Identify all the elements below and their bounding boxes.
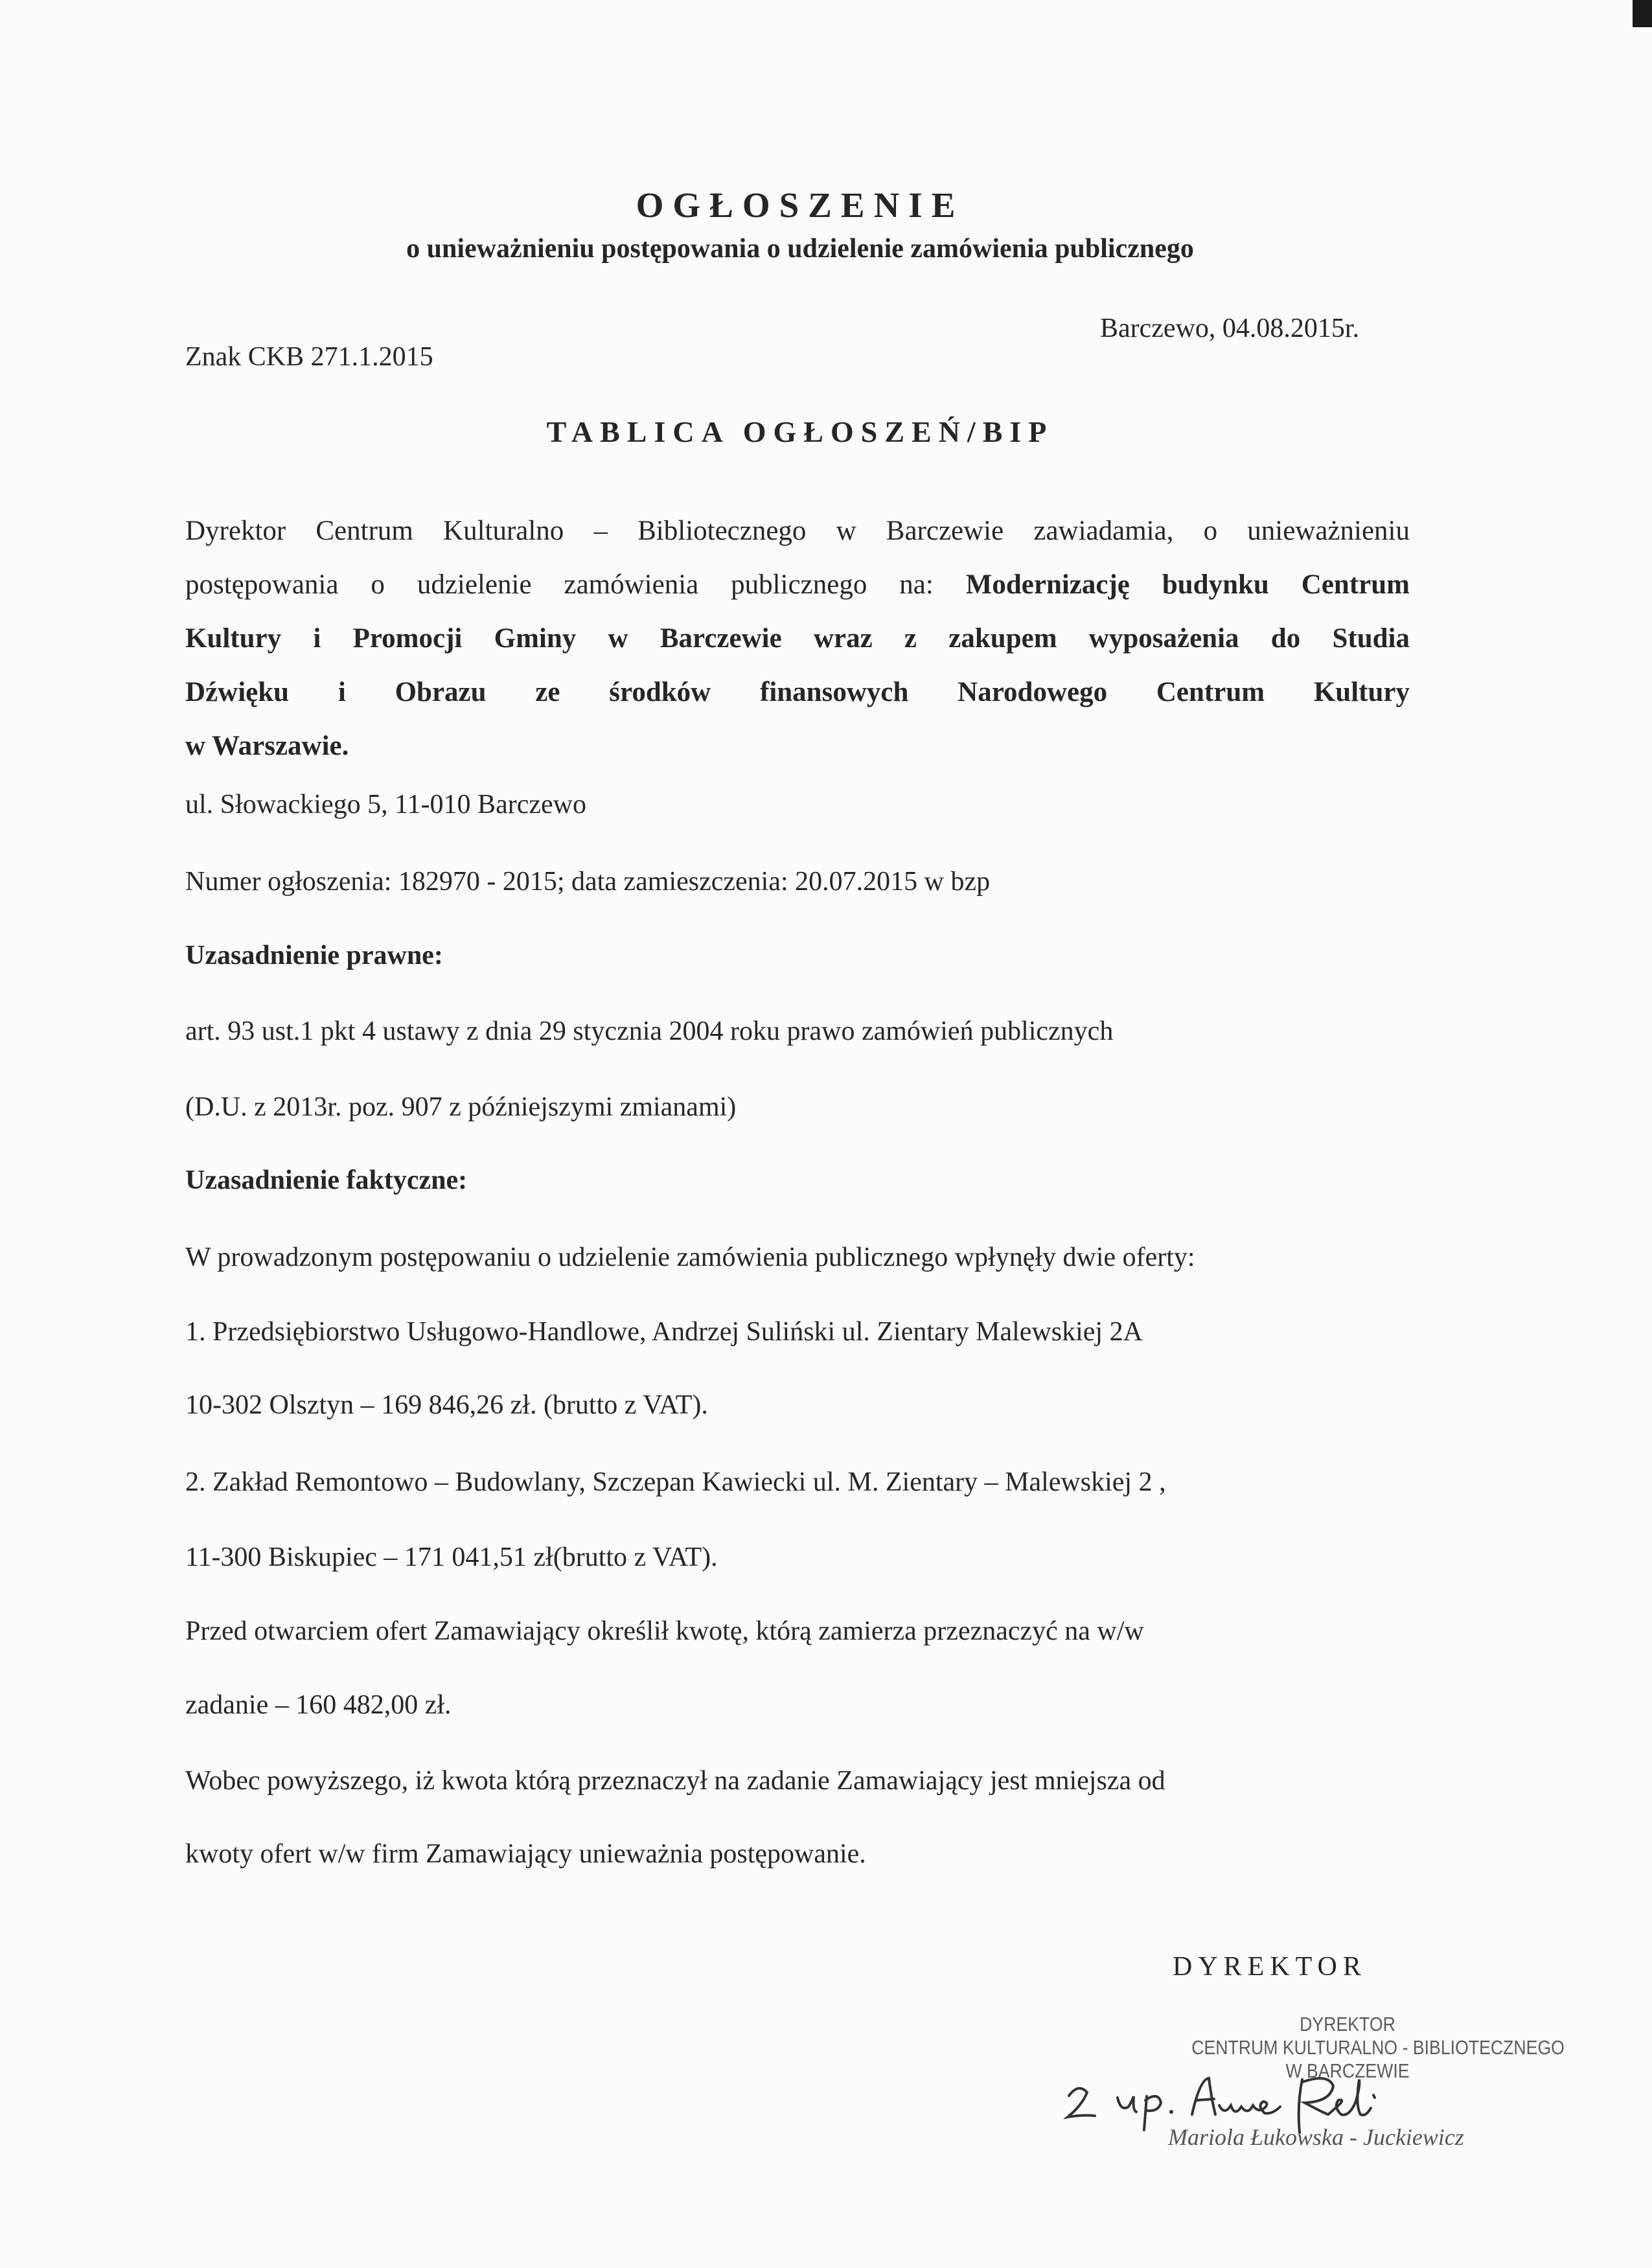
offer-1-line-2: 10-302 Olsztyn – 169 846,26 zł. (brutto z VAT). <box>185 1390 708 1420</box>
stamp-line-3: W BARCZEWIE <box>1285 2059 1410 2082</box>
document-title: OGŁOSZENIE <box>636 185 965 225</box>
place-and-date: Barczewo, 04.08.2015r. <box>1100 314 1360 343</box>
intro-line-2-plain: postępowania o udzielenie zamówienia publicznego na: <box>185 569 966 600</box>
offer-2-line-1: 2. Zakład Remontowo – Budowlany, Szczepan Kawiecki ul. M. Zientary – Malewskiej 2 , <box>185 1467 1166 1497</box>
factual-intro-line: W prowadzonym postępowaniu o udzielenie zamówienia publicznego wpłynęły dwie oferty: <box>185 1243 1195 1272</box>
offer-1-line-1: 1. Przedsiębiorstwo Usługowo-Handlowe, Andrzej Suliński ul. Zientary Malewskiej 2A <box>185 1317 1143 1347</box>
stamp-signatory-name: Mariola Łukowska - Juckiewicz <box>1168 2124 1464 2150</box>
stamp-line-2: CENTRUM KULTURALNO - BIBLIOTECZNEGO <box>1191 2036 1565 2059</box>
intro-line-1: Dyrektor Centrum Kulturalno – Bibliotecznego w Barczewie zawiadamia, o unieważnieniu <box>185 516 1410 546</box>
conclusion-line-1: Wobec powyższego, iż kwota którą przeznaczył na zadanie Zamawiający jest mniejsza od <box>185 1766 1165 1796</box>
notice-board-label: TABLICA OGŁOSZEŃ/BIP <box>546 415 1054 448</box>
address-line: ul. Słowackiego 5, 11-010 Barczewo <box>185 790 586 819</box>
intro-line-4: Dźwięku i Obrazu ze środków finansowych Narodowego Centrum Kultury <box>185 677 1410 707</box>
offer-2-line-2: 11-300 Biskupiec – 171 041,51 zł(brutto z VAT). <box>185 1542 718 1572</box>
scan-corner-mark <box>1633 0 1652 27</box>
factual-basis-heading: Uzasadnienie faktyczne: <box>185 1165 468 1195</box>
document-subtitle: o unieważnieniu postępowania o udzielenie zamówienia publicznego <box>406 234 1194 264</box>
intro-line-2 <box>185 569 1410 601</box>
signatory-title: DYREKTOR <box>1173 1952 1367 1982</box>
reference-number: Znak CKB 271.1.2015 <box>185 342 433 372</box>
legal-basis-line-1: art. 93 ust.1 pkt 4 ustawy z dnia 29 stycznia 2004 roku prawo zamówień publicznych <box>185 1016 1114 1046</box>
budget-line-1: Przed otwarciem ofert Zamawiający określił kwotę, którą zamierza przeznaczyć na w/w <box>185 1616 1144 1646</box>
budget-line-2: zadanie – 160 482,00 zł. <box>185 1690 452 1720</box>
legal-basis-heading: Uzasadnienie prawne: <box>185 941 443 970</box>
notice-number-line: Numer ogłoszenia: 182970 - 2015; data zamieszczenia: 20.07.2015 w bzp <box>185 867 991 897</box>
legal-basis-line-2: (D.U. z 2013r. poz. 907 z późniejszymi zmianami) <box>185 1092 737 1122</box>
conclusion-line-2: kwoty ofert w/w firm Zamawiający unieważnia postępowanie. <box>185 1839 866 1869</box>
intro-line-2-bold: Modernizację budynku Centrum <box>965 569 1410 600</box>
intro-line-5: w Warszawie. <box>185 731 349 761</box>
intro-line-3: Kultury i Promocji Gminy w Barczewie wraz z zakupem wyposażenia do Studia <box>185 623 1410 654</box>
stamp-line-1: DYREKTOR <box>1300 2013 1395 2035</box>
